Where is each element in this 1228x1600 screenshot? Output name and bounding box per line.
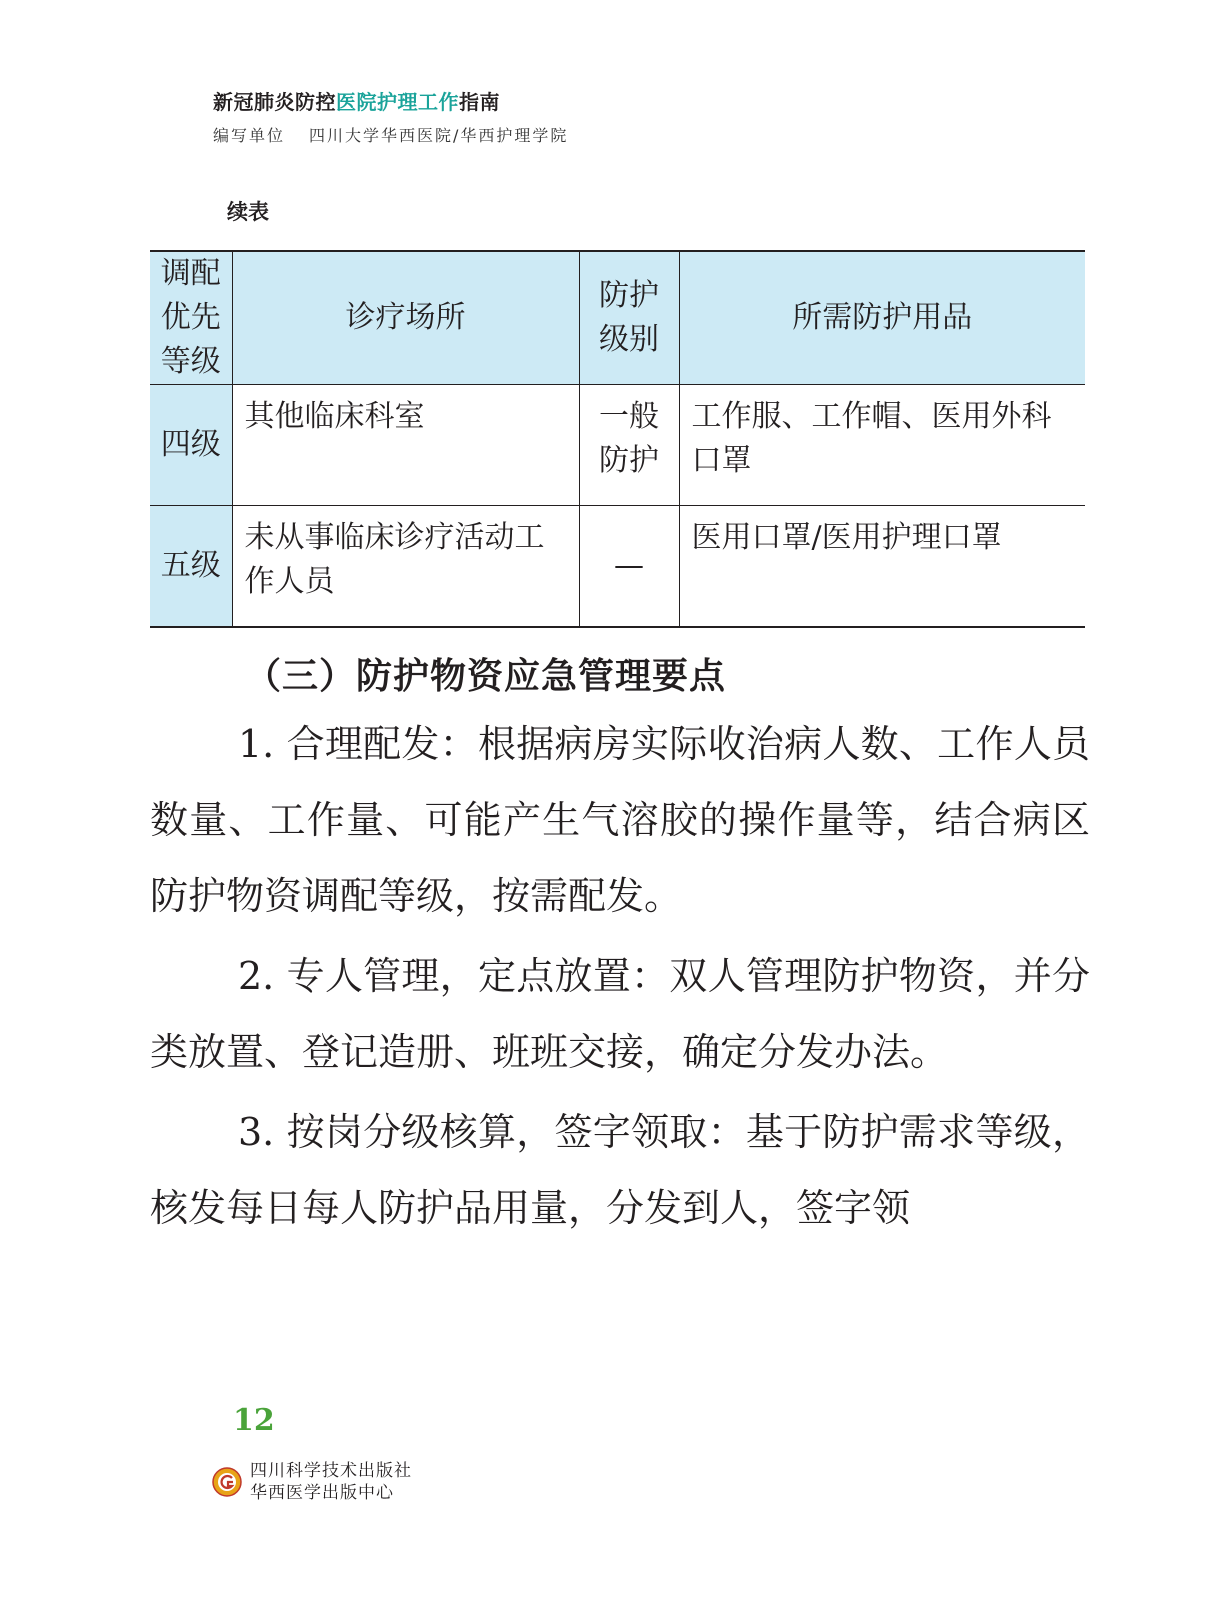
book-title-part2: 指南 — [459, 90, 500, 114]
publisher-name-1: 四川科学技术出版社 — [250, 1461, 412, 1481]
section-heading: （三）防护物资应急管理要点 — [245, 656, 727, 697]
cell-supplies: 医用口罩/医用护理口罩 — [679, 506, 1085, 628]
header-level: 防护 级别 — [579, 251, 679, 385]
paragraph-2: 2. 专人管理，定点放置：双人管理防护物资，并分类放置、登记造册、班班交接，确定分发办法。 — [150, 954, 1090, 1074]
cell-level: — — [579, 506, 679, 628]
table-row — [150, 385, 1085, 506]
paragraph-3: 3. 按岗分级核算，签字领取：基于防护需求等级，核发每日每人防护品用量，分发到人，签字领 — [150, 1110, 1090, 1230]
table-header-row — [150, 251, 1085, 385]
paragraph-1: 1. 合理配发：根据病房实际收治病人数、工作人员数量、工作量、可能产生气溶胶的操作量等，结合病区防护物资调配等级，按需配发。 — [150, 722, 1090, 918]
header-supplies: 所需防护用品 — [679, 251, 1085, 385]
publisher-logo-icon — [212, 1467, 242, 1497]
protection-level-table — [150, 250, 1085, 628]
page-number: 12 — [233, 1403, 275, 1438]
compiler-label: 编写单位 — [213, 126, 286, 145]
header-place: 诊疗场所 — [232, 251, 579, 385]
compiler-line — [213, 123, 568, 146]
book-title-accent: 医院护理工作 — [336, 90, 459, 114]
table-row — [150, 506, 1085, 628]
publisher-name-2: 华西医学出版中心 — [250, 1483, 394, 1503]
cell-place: 未从事临床诊疗活动工作人员 — [232, 506, 579, 628]
compiler-name: 四川大学华西医院/华西护理学院 — [309, 126, 569, 145]
continued-table-label: 续表 — [227, 200, 269, 224]
body-text — [150, 706, 1090, 1250]
cell-priority: 五级 — [150, 506, 232, 628]
cell-place: 其他临床科室 — [232, 385, 579, 506]
running-header — [213, 86, 568, 146]
header-priority: 调配 优先 等级 — [150, 251, 232, 385]
publisher-block — [212, 1460, 412, 1504]
book-title — [213, 86, 568, 115]
cell-level: 一般 防护 — [579, 385, 679, 506]
book-title-part1: 新冠肺炎防控 — [213, 90, 336, 114]
cell-priority: 四级 — [150, 385, 232, 506]
cell-supplies: 工作服、工作帽、医用外科口罩 — [679, 385, 1085, 506]
